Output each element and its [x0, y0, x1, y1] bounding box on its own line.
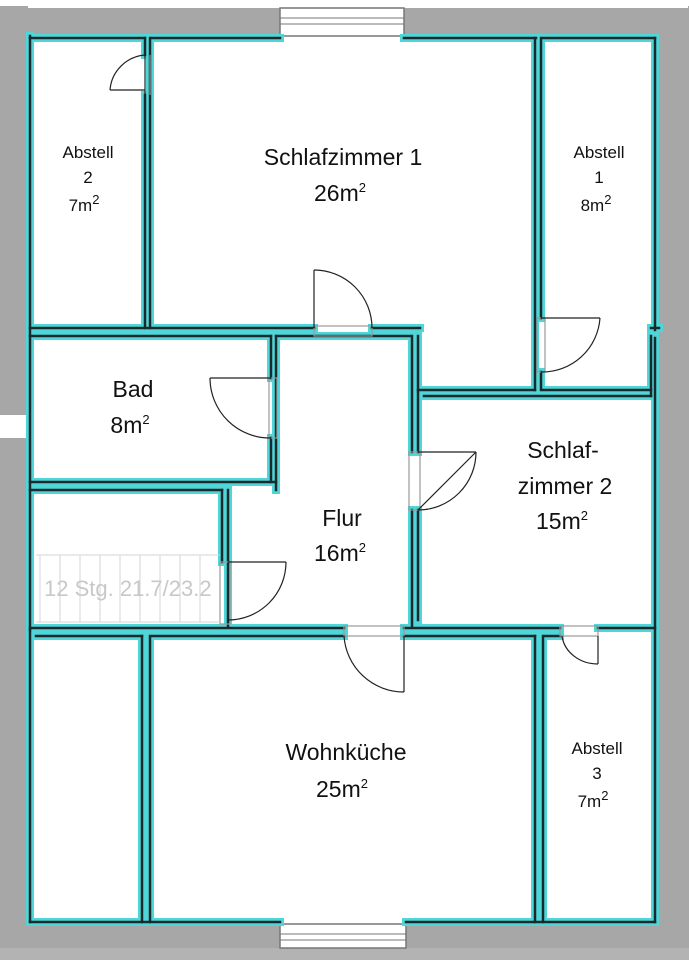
- stair-label: 12 Stg. 21.7/23.2: [44, 576, 212, 601]
- schlaf2-name-line1: Schlaf-: [527, 437, 599, 463]
- abstell2-number: 2: [83, 168, 93, 187]
- door-abstell3: [560, 626, 598, 664]
- abstell1-area: $8m^2$: [580, 192, 612, 215]
- door-stair: [220, 562, 286, 624]
- schlaf1-area: $26m^2$: [314, 180, 366, 206]
- door-abstell1: [537, 318, 600, 372]
- flur-area: $16m^2$: [314, 540, 366, 566]
- wohnkueche-name: Wohnküche: [285, 739, 407, 765]
- abstell2-area: $7m^2$: [68, 192, 100, 215]
- door-abstell2: [110, 55, 150, 95]
- window-bottom: [280, 924, 406, 948]
- abstell1-number: 1: [594, 168, 604, 187]
- abstell3-area: $7m^2$: [577, 788, 609, 811]
- door-bad: [210, 378, 277, 438]
- bad-name: Bad: [112, 376, 154, 402]
- abstell1-name: Abstell: [573, 143, 625, 162]
- flur-name: Flur: [322, 505, 362, 531]
- schlaf2-name-line2: zimmer 2: [517, 473, 613, 499]
- schlaf1-name: Schlafzimmer 1: [263, 144, 423, 170]
- door-schlaf1: [314, 270, 372, 336]
- abstell3-number: 3: [592, 764, 602, 783]
- schlaf2-area: $15m^2$: [536, 508, 588, 534]
- bad-area: $8m^2$: [110, 412, 150, 438]
- door-wohnkueche: [344, 626, 404, 692]
- abstell3-name: Abstell: [571, 739, 623, 758]
- wohnkueche-area: $25m^2$: [316, 776, 368, 802]
- abstell2-name: Abstell: [62, 143, 114, 162]
- stairs: [36, 555, 220, 622]
- window-top: [280, 8, 404, 36]
